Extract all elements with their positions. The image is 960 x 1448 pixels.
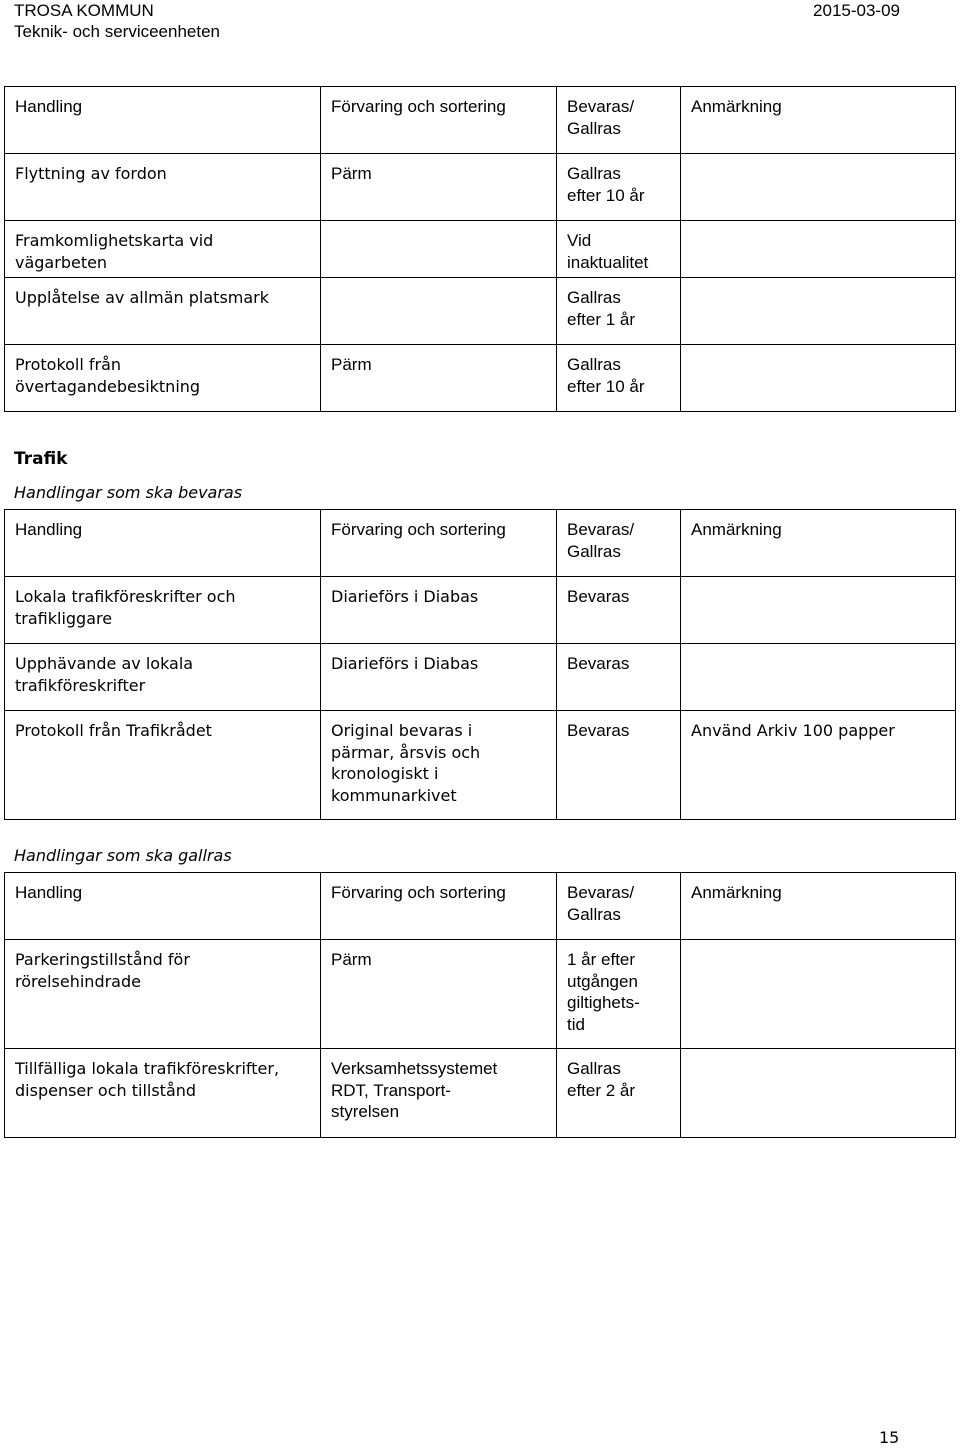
- org-name: TROSA KOMMUN: [14, 1, 154, 20]
- column-header: Handling: [5, 510, 321, 577]
- table-row: [5, 345, 956, 412]
- subsection-discard: Handlingar som ska gallras: [14, 846, 232, 865]
- column-header: Bevaras/ Gallras: [557, 87, 681, 154]
- column-header: Handling: [5, 87, 321, 154]
- table-cell: Bevaras: [557, 644, 681, 711]
- table-cell: Använd Arkiv 100 papper: [681, 711, 956, 820]
- table-cell: Gallras efter 2 år: [557, 1049, 681, 1138]
- table-header-row: [5, 510, 956, 577]
- section-title: Trafik: [14, 449, 68, 469]
- table-cell: Gallras efter 10 år: [557, 154, 681, 221]
- column-header: Bevaras/ Gallras: [557, 510, 681, 577]
- table-row: [5, 154, 956, 221]
- table-row: [5, 711, 956, 820]
- page-header-left: [14, 0, 220, 42]
- page-number: 15: [879, 1428, 900, 1447]
- column-header: Handling: [5, 873, 321, 940]
- table-cell: Diarieförs i Diabas: [321, 577, 557, 644]
- table-cell: Original bevaras i pärmar, årsvis och kronologiskt i kommunarkivet: [321, 711, 557, 820]
- table-cell: Gallras efter 10 år: [557, 345, 681, 412]
- table-row: [5, 577, 956, 644]
- table-cell: Pärm: [321, 345, 557, 412]
- column-header: Anmärkning: [681, 873, 956, 940]
- table-cell: Protokoll från övertagandebesiktning: [5, 345, 321, 412]
- table-cell: [321, 278, 557, 345]
- table-cell: Pärm: [321, 154, 557, 221]
- header-date: 2015-03-09: [813, 1, 900, 20]
- table-cell: 1 år efter utgången giltighets- tid: [557, 940, 681, 1049]
- table-header-row: [5, 873, 956, 940]
- table-cell: Gallras efter 1 år: [557, 278, 681, 345]
- table-cell: [681, 278, 956, 345]
- table-row: [5, 644, 956, 711]
- table-cell: Bevaras: [557, 711, 681, 820]
- table-cell: [681, 940, 956, 1049]
- table-cell: Framkomlighetskarta vid vägarbeten: [5, 221, 321, 278]
- table-cell: Lokala trafikföreskrifter och trafikliggare: [5, 577, 321, 644]
- table-row: [5, 940, 956, 1049]
- table-cell: Flyttning av fordon: [5, 154, 321, 221]
- table-cell: [681, 577, 956, 644]
- table-cell: [681, 644, 956, 711]
- column-header: Anmärkning: [681, 87, 956, 154]
- table-cell: Parkeringstillstånd för rörelsehindrade: [5, 940, 321, 1049]
- table-row: [5, 278, 956, 345]
- column-header: Förvaring och sortering: [321, 87, 557, 154]
- unit-name: Teknik- och serviceenheten: [14, 22, 221, 41]
- table-cell: Pärm: [321, 940, 557, 1049]
- table-cell: [681, 221, 956, 278]
- table-cell: Upphävande av lokala trafikföreskrifter: [5, 644, 321, 711]
- table-row: [5, 221, 956, 278]
- table-cell: Upplåtelse av allmän platsmark: [5, 278, 321, 345]
- table-cell: Protokoll från Trafikrådet: [5, 711, 321, 820]
- table-cell: [321, 221, 557, 278]
- table-discard: [4, 872, 956, 1138]
- table-archive-1: [4, 86, 956, 412]
- column-header: Anmärkning: [681, 510, 956, 577]
- column-header: Bevaras/ Gallras: [557, 873, 681, 940]
- table-cell: Bevaras: [557, 577, 681, 644]
- table-cell: Tillfälliga lokala trafikföreskrifter, dispenser och tillstånd: [5, 1049, 321, 1138]
- table-cell: Verksamhetssystemet RDT, Transport- styrelsen: [321, 1049, 557, 1138]
- table-cell: [681, 1049, 956, 1138]
- subsection-keep: Handlingar som ska bevaras: [14, 483, 243, 502]
- table-row: [5, 1049, 956, 1138]
- column-header: Förvaring och sortering: [321, 873, 557, 940]
- table-cell: Vid inaktualitet: [557, 221, 681, 278]
- table-cell: [681, 154, 956, 221]
- column-header: Förvaring och sortering: [321, 510, 557, 577]
- table-header-row: [5, 87, 956, 154]
- table-cell: Diarieförs i Diabas: [321, 644, 557, 711]
- table-cell: [681, 345, 956, 412]
- table-keep: [4, 509, 956, 820]
